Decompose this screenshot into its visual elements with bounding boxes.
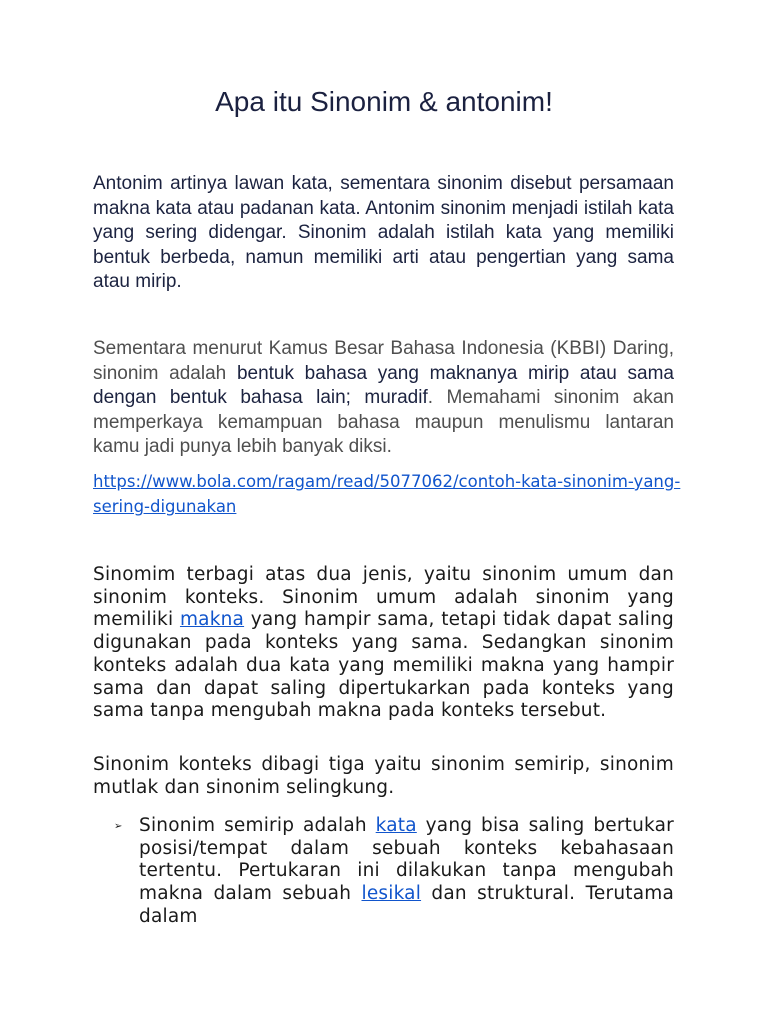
kbbi-outro-text: . Memahami sinonim akan memperkaya kemampuan bahasa maupun menulismu lantaran kamu jadi punya lebih banyak diksi. — [93, 387, 675, 457]
paragraph-sinonim-konteks: Sinonim konteks dibagi tiga yaitu sinonim semirip, sinonim mutlak dan sinonim selingkung. — [93, 754, 674, 798]
document-title: Apa itu Sinonim & antonim! — [215, 86, 553, 117]
link-makna[interactable]: makna — [179, 609, 245, 631]
sinonim-types-text-2: yang hampir sama, tetapi tidak dapat saling digunakan pada konteks yang sama. Sedangkan sinonim konteks adalah dua kata yang memiliki makna yang hampir sama dan dapat saling dipertukarkan pada konteks yang sama tanpa mengubah makna pada konteks tersebut. — [93, 609, 674, 722]
kbbi-intro-text: Sementara menurut Kamus Besar Bahasa Indonesia (KBBI) Daring, sinonim adalah — [93, 338, 674, 384]
bullet-text-1: Sinonim semirip adalah — [139, 815, 376, 836]
paragraph-kbbi-definition — [93, 337, 674, 460]
link-kata[interactable]: kata — [375, 815, 417, 836]
bullet-text-2: yang bisa saling bertukar posisi/tempat dalam sebuah konteks kebahasaan tertentu. Pertukaran ini dilakukan tanpa mengubah makna dalam sebuah — [139, 815, 674, 905]
paragraph-sinonim-types — [93, 564, 674, 723]
bullet-text-3: dan struktural. Terutama dalam — [139, 883, 674, 927]
kbbi-definition-text: bentuk bahasa yang maknanya mirip atau sama dengan bentuk bahasa lain; muradif — [93, 362, 674, 408]
link-lesikal[interactable]: lesikal — [361, 883, 422, 905]
arrow-bullet-icon: ➢ — [114, 821, 123, 832]
source-link[interactable]: https://www.bola.com/ragam/read/5077062/contoh-kata-sinonim-yang-sering-digunakan — [93, 472, 681, 516]
sinonim-types-text-1: Sinomim terbagi atas dua jenis, yaitu sinonim umum dan sinonim konteks. Sinonim umum adalah sinonim yang memiliki — [93, 564, 674, 631]
bullet-text — [139, 815, 674, 929]
paragraph-antonim-definition: Antonim artinya lawan kata, sementara sinonim disebut persamaan makna kata atau padanan kata. Antonim sinonim menjadi istilah kata yang sering didengar. Sinonim adalah istilah kata yang memiliki bentuk berbeda, namun memiliki arti atau pengertian yang sama atau mirip. — [93, 173, 674, 292]
